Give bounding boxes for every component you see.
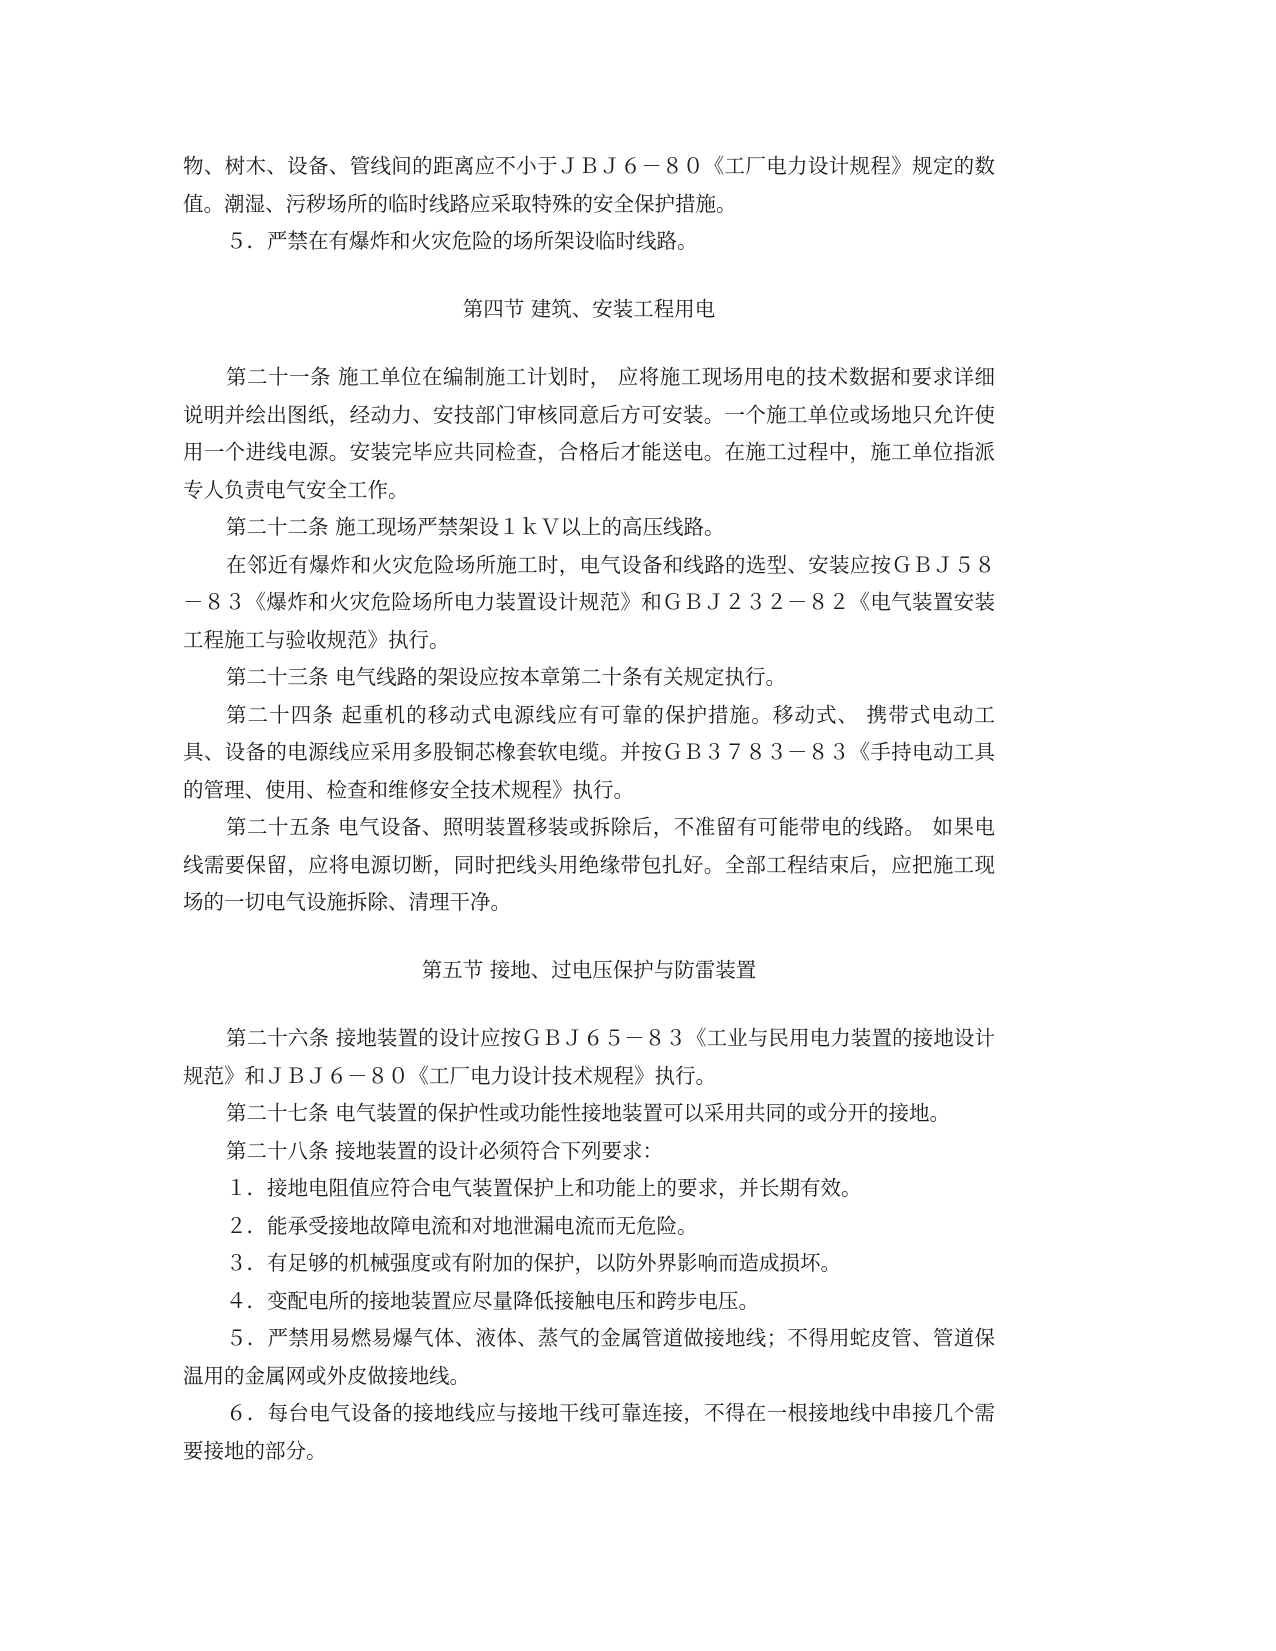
- list-item: ４．变配电所的接地装置应尽量降低接触电压和跨步电压。: [226, 1288, 760, 1313]
- article-paragraph: 第二十三条 电气线路的架设应按本章第二十条有关规定执行。: [226, 665, 787, 689]
- article-paragraph: 第二十四条 起重机的移动式电源线应有可靠的保护措施。移动式、 携带式电动工具、设备的电源线应采用多股铜芯橡套软电缆。并按ＧＢ３７８３－８３《手持电动工具的管理、使用、检查和维修安全技术规程》执行。: [183, 702, 995, 802]
- article-paragraph: 第二十五条 电气设备、照明装置移装或拆除后，不准留有可能带电的线路。 如果电线需要保留，应将电源切断，同时把线头用绝缘带包扎好。全部工程结束后，应把施工现场的一切电气设施拆除、清理干净。: [183, 815, 995, 914]
- article-paragraph: 第二十六条 接地装置的设计应按ＧＢＪ６５－８３《工业与民用电力装置的接地设计规范》和ＪＢＪ６－８０《工厂电力设计技术规程》执行。: [183, 1026, 995, 1088]
- list-item: ３．有足够的机械强度或有附加的保护，以防外界影响而造成损坏。: [226, 1251, 842, 1275]
- list-item: ２．能承受接地故障电流和对地泄漏电流而无危险。: [226, 1213, 698, 1238]
- section-heading: 第五节 接地、过电压保护与防雷装置: [421, 957, 757, 982]
- list-item: １．接地电阻值应符合电气装置保护上和功能上的要求，并长期有效。: [226, 1176, 862, 1200]
- article-paragraph: 第二十二条 施工现场严禁架设１ｋＶ以上的高压线路。: [226, 515, 725, 539]
- list-item: ５．严禁用易燃易爆气体、液体、蒸气的金属管道做接地线；不得用蛇皮管、管道保温用的金属网或外皮做接地线。: [183, 1326, 995, 1388]
- document-page: [183, 148, 995, 1470]
- paragraph: 物、树木、设备、管线间的距离应不小于ＪＢＪ６－８０《工厂电力设计规程》规定的数值。潮湿、污秽场所的临时线路应采取特殊的安全保护措施。: [183, 154, 995, 216]
- article-paragraph: 第二十七条 电气装置的保护性或功能性接地装置可以采用共同的或分开的接地。: [226, 1101, 951, 1125]
- article-paragraph: 第二十八条 接地装置的设计必须符合下列要求：: [226, 1138, 664, 1163]
- list-item: ６．每台电气设备的接地线应与接地干线可靠连接，不得在一根接地线中串接几个需要接地的部分。: [183, 1401, 995, 1463]
- article-paragraph: 第二十一条 施工单位在编制施工计划时， 应将施工现场用电的技术数据和要求详细说明并绘出图纸，经动力、安技部门审核同意后方可安装。一个施工单位或场地只允许使用一个进线电源。安装完毕应共同检查，合格后才能送电。在施工过程中，施工单位指派专人负责电气安全工作。: [183, 365, 995, 502]
- article-paragraph: 在邻近有爆炸和火灾危险场所施工时，电气设备和线路的选型、安装应按ＧＢＪ５８－８３《爆炸和火灾危险场所电力装置设计规范》和ＧＢＪ２３２－８２《电气装置安装工程施工与验收规范》执行。: [183, 552, 995, 652]
- list-item: ５．严禁在有爆炸和火灾危险的场所架设临时线路。: [226, 229, 698, 253]
- section-heading: 第四节 建筑、安装工程用电: [462, 296, 716, 321]
